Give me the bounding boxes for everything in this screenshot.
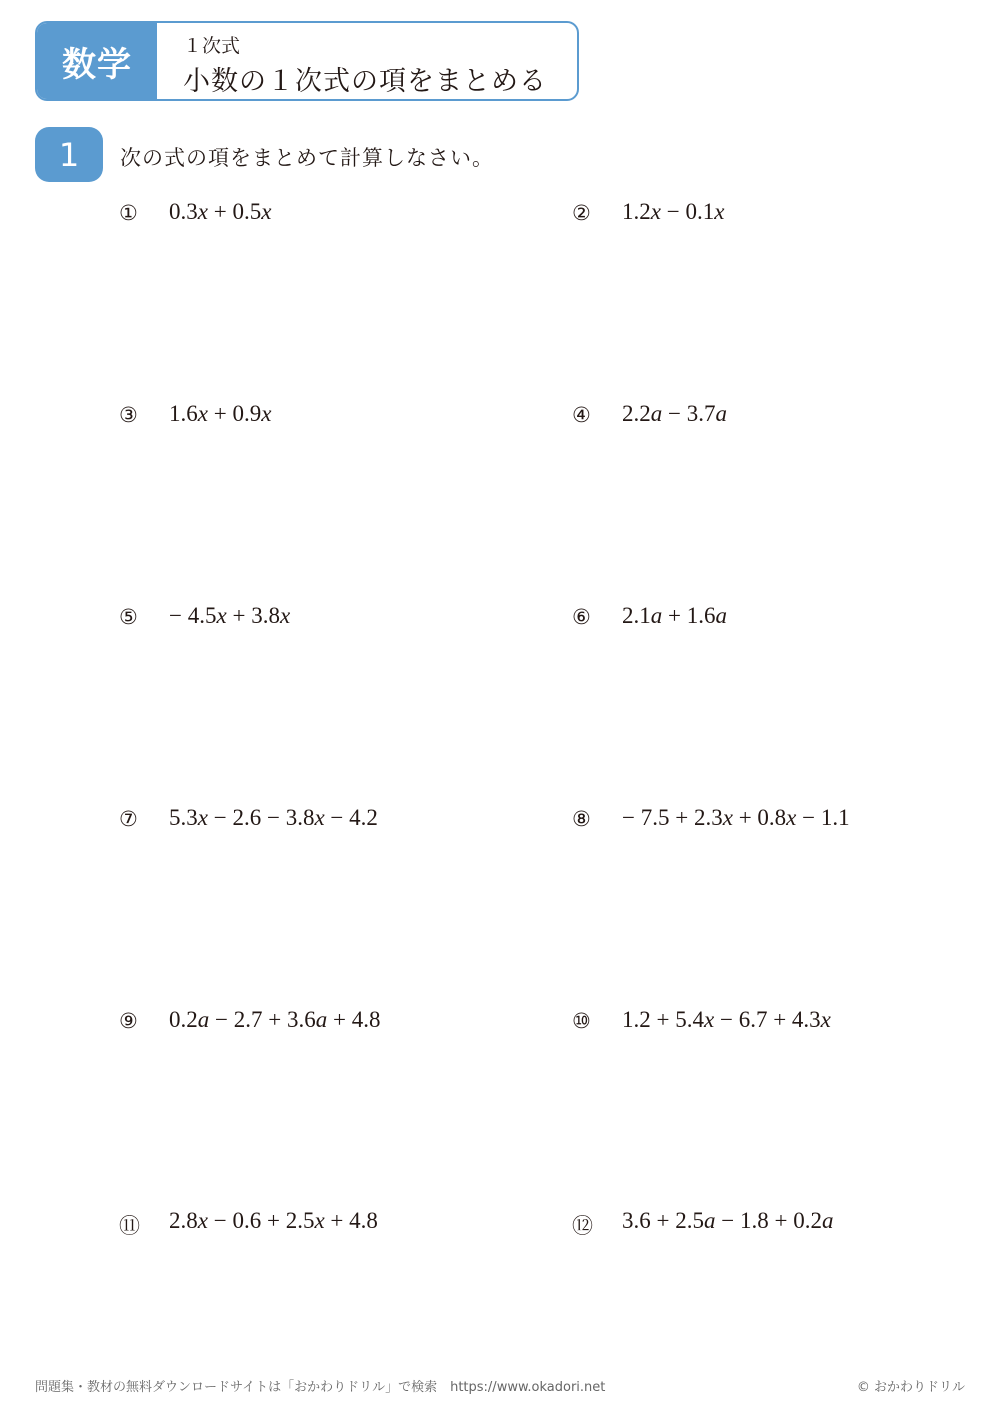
problem-expression: − 7.5 + 2.3x + 0.8x − 1.1 [622,805,850,830]
problem-expression: 0.2a − 2.7 + 3.6a + 4.8 [169,1007,381,1032]
problem-number: ⑫ [572,1214,593,1238]
question-number-badge: 1 [35,127,103,182]
problem-number: ③ [119,403,138,427]
problem-expression: 5.3x − 2.6 − 3.8x − 4.2 [169,805,378,830]
problem-expression: 0.3x + 0.5x [169,199,272,224]
problem-expression: 2.8x − 0.6 + 2.5x + 4.8 [169,1208,378,1233]
problem-expression: 2.2a − 3.7a [622,401,727,426]
page-title: 小数の１次式の項をまとめる [183,66,547,97]
question-instruction: 次の式の項をまとめて計算しなさい。 [120,146,494,170]
problem-number: ⑧ [572,807,591,831]
topic-label: １次式 [183,35,241,57]
problem-number: ① [119,201,138,225]
problem-number: ② [572,201,591,225]
problem-expression: − 4.5x + 3.8x [169,603,291,628]
footer-copyright: © おかわりドリル [856,1380,965,1395]
problem-expression: 1.2x − 0.1x [622,199,725,224]
problem-number: ⑩ [572,1009,591,1033]
header-box [35,21,579,101]
problem-expression: 3.6 + 2.5a − 1.8 + 0.2a [622,1208,834,1233]
problem-number: ⑦ [119,807,138,831]
problem-number: ⑪ [119,1214,140,1238]
problem-number: ⑥ [572,605,591,629]
footer-site-note: 問題集・教材の無料ダウンロードサイトは「おかわりドリル」で検索 https://www.okadori.net [35,1380,606,1395]
problem-number: ④ [572,403,591,427]
problem-expression: 2.1a + 1.6a [622,603,727,628]
problem-expression: 1.6x + 0.9x [169,401,272,426]
problem-number: ⑤ [119,605,138,629]
problem-number: ⑨ [119,1009,138,1033]
problem-expression: 1.2 + 5.4x − 6.7 + 4.3x [622,1007,831,1032]
subject-tab: 数学 [37,23,157,99]
